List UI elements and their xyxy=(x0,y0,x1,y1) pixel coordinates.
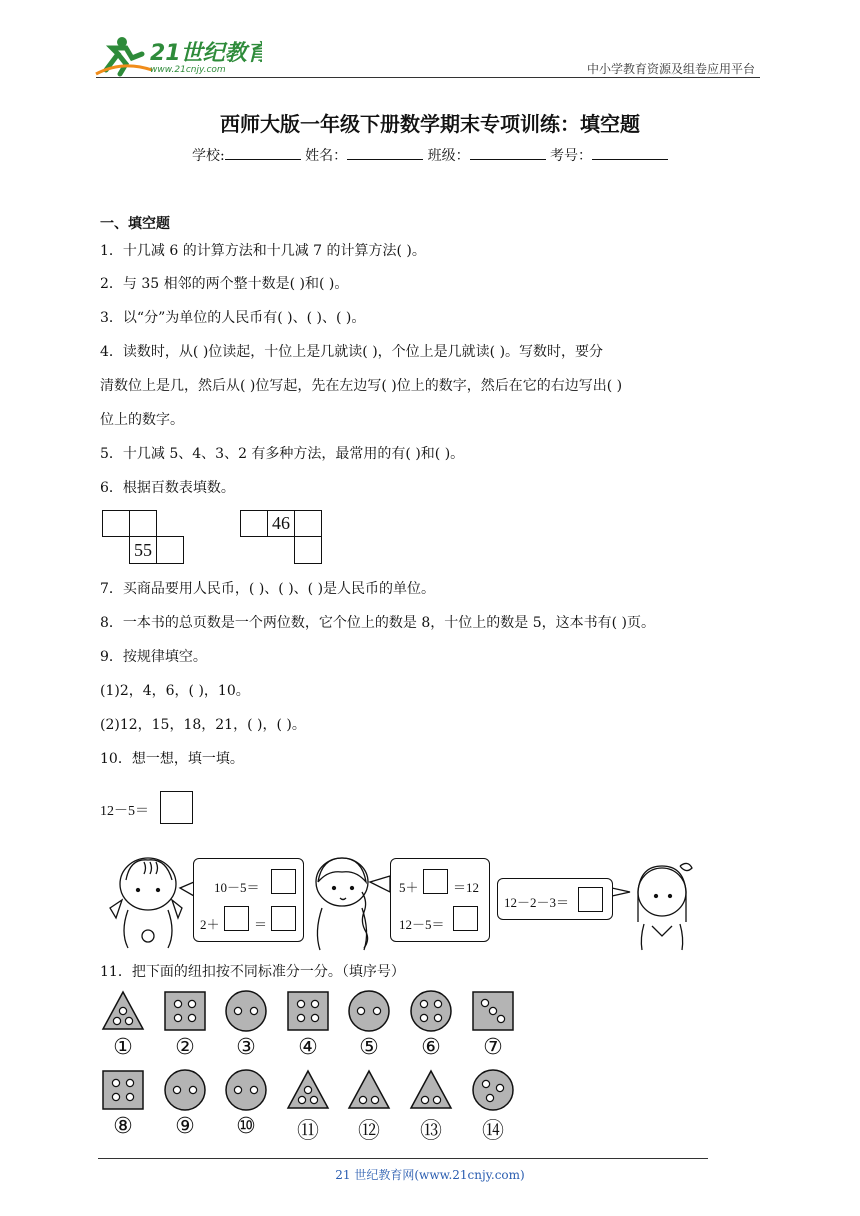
question-4-line-2: 清数位上是几，然后从( )位写起，先在左边写( )位上的数字，然后在它的右边写出( ) xyxy=(100,378,623,394)
grid-cell-given xyxy=(267,510,295,537)
button-circle-icon xyxy=(221,987,271,1037)
q10-equation: 12－5＝ xyxy=(100,804,149,819)
school-label: 学校: xyxy=(191,148,225,164)
button-square-icon xyxy=(98,1066,148,1116)
grid-cell[interactable] xyxy=(156,536,184,564)
grid-cell[interactable] xyxy=(240,510,268,537)
speech-bubble-3 xyxy=(497,878,613,920)
girl-ponytail-icon xyxy=(638,863,692,950)
question-5: 5．十几减 5、4、3、2 有多种方法，最常用的有( )和( )。 xyxy=(100,446,465,462)
question-11: 11．把下面的纽扣按不同标准分一分。（填序号） xyxy=(100,964,405,980)
button-triangle-icon xyxy=(283,1066,333,1116)
button-number-label: ④ xyxy=(298,1035,318,1060)
question-1: 1．十几减 6 的计算方法和十几减 7 的计算方法( )。 xyxy=(100,243,426,259)
grid-cell-given xyxy=(129,536,157,564)
class-blank[interactable] xyxy=(470,145,546,160)
grid-cell[interactable] xyxy=(294,510,322,537)
name-blank[interactable] xyxy=(347,145,423,160)
class-label: 班级： xyxy=(427,148,470,164)
button-number-label: ⑪ xyxy=(296,1119,319,1144)
exam-no-blank[interactable] xyxy=(592,145,668,160)
answer-box[interactable] xyxy=(453,906,478,931)
question-7: 7．买商品要用人民币，( )、( )、( )是人民币的单位。 xyxy=(100,581,436,597)
girl-pigtails-icon xyxy=(110,858,182,948)
button-number-label: ⑩ xyxy=(236,1114,256,1139)
button-triangle-icon xyxy=(344,1066,394,1116)
button-number-label: ⑤ xyxy=(359,1035,379,1060)
answer-box[interactable] xyxy=(423,869,448,894)
grid-cell[interactable] xyxy=(294,536,322,564)
question-10: 10．想一想，填一填。 xyxy=(100,751,244,767)
site-logo xyxy=(92,30,262,80)
bubble1-eq1: 10－5＝ xyxy=(214,880,260,895)
bubble2-eq2: 12－5＝ xyxy=(399,917,445,932)
button-circle-icon xyxy=(406,987,456,1037)
logo-text: 21世纪教育 xyxy=(150,41,262,66)
answer-box[interactable] xyxy=(271,906,296,931)
button-square-icon xyxy=(160,987,210,1037)
given-value: 46 xyxy=(272,513,290,533)
question-8: 8．一本书的总页数是一个两位数，它个位上的数是 8，十位上的数是 5，这本书有( )页。 xyxy=(100,615,655,631)
answer-box[interactable] xyxy=(578,887,603,912)
button-number-label: ⑫ xyxy=(357,1119,380,1144)
button-circle-icon xyxy=(160,1066,210,1116)
footer-link[interactable]: 21 世纪教育网(www.21cnjy.com) xyxy=(335,1168,525,1182)
question-9-part-2: (2)12，15，18，21，( )，( )。 xyxy=(100,717,306,733)
button-number-label: ⑦ xyxy=(483,1035,503,1060)
button-number-label: ⑥ xyxy=(421,1035,441,1060)
exam-no-label: 考号： xyxy=(550,148,593,164)
bubble3-eq: 12－2－3＝ xyxy=(504,895,570,910)
button-number-label: ⑬ xyxy=(419,1119,442,1144)
logo-url: www.21cnjy.com xyxy=(150,65,226,75)
answer-box[interactable] xyxy=(271,869,296,894)
button-circle-icon xyxy=(221,1066,271,1116)
question-2: 2．与 35 相邻的两个整十数是( )和( )。 xyxy=(100,276,349,292)
question-4-line-3: 位上的数字。 xyxy=(100,412,184,428)
question-9: 9．按规律填空。 xyxy=(100,649,207,665)
bubble1-eq2-a: 2＋ xyxy=(200,917,220,932)
grid-cell[interactable] xyxy=(129,510,157,537)
answer-box[interactable] xyxy=(224,906,249,931)
button-number-label: ⑭ xyxy=(481,1119,504,1144)
question-3: 3．以“分”为单位的人民币有( )、( )、( )。 xyxy=(100,310,366,326)
button-number-label: ⑧ xyxy=(113,1114,133,1139)
button-number-label: ③ xyxy=(236,1035,256,1060)
button-number-label: ⑨ xyxy=(175,1114,195,1139)
footer-divider xyxy=(98,1158,708,1159)
button-circle-icon xyxy=(468,1066,518,1116)
given-value: 55 xyxy=(134,539,152,560)
button-number-label: ① xyxy=(113,1035,133,1060)
button-square-icon xyxy=(468,987,518,1037)
student-info-line xyxy=(0,145,860,165)
bubble1-eq2-b: ＝ xyxy=(254,917,268,932)
name-label: 姓名： xyxy=(305,148,348,164)
button-triangle-icon xyxy=(98,987,148,1037)
header-divider xyxy=(96,77,760,78)
button-circle-icon xyxy=(344,987,394,1037)
girl-braid-icon xyxy=(316,858,368,950)
bubble2-eq1-b: ＝12 xyxy=(453,880,480,895)
school-blank[interactable] xyxy=(225,145,301,160)
question-9-part-1: (1)2，4，6，( )，10。 xyxy=(100,683,250,699)
question-4-line-1: 4．读数时，从( )位读起，十位上是几就读( )，个位上是几就读( )。写数时，要分 xyxy=(100,344,604,360)
button-square-icon xyxy=(283,987,333,1037)
grid-cell[interactable] xyxy=(102,510,130,537)
answer-box[interactable] xyxy=(160,791,193,824)
runner-icon xyxy=(96,37,152,74)
speech-bubble-1 xyxy=(193,858,304,942)
question-6: 6．根据百数表填数。 xyxy=(100,480,235,496)
speech-bubble-2 xyxy=(390,858,490,942)
page-title: 西师大版一年级下册数学期末专项训练：填空题 xyxy=(220,112,640,136)
button-number-label: ② xyxy=(175,1035,195,1060)
button-triangle-icon xyxy=(406,1066,456,1116)
section-title: 一、填空题 xyxy=(100,216,170,232)
platform-name: 中小学教育资源及组卷应用平台 xyxy=(586,62,755,76)
bubble2-eq1-a: 5＋ xyxy=(399,880,419,895)
